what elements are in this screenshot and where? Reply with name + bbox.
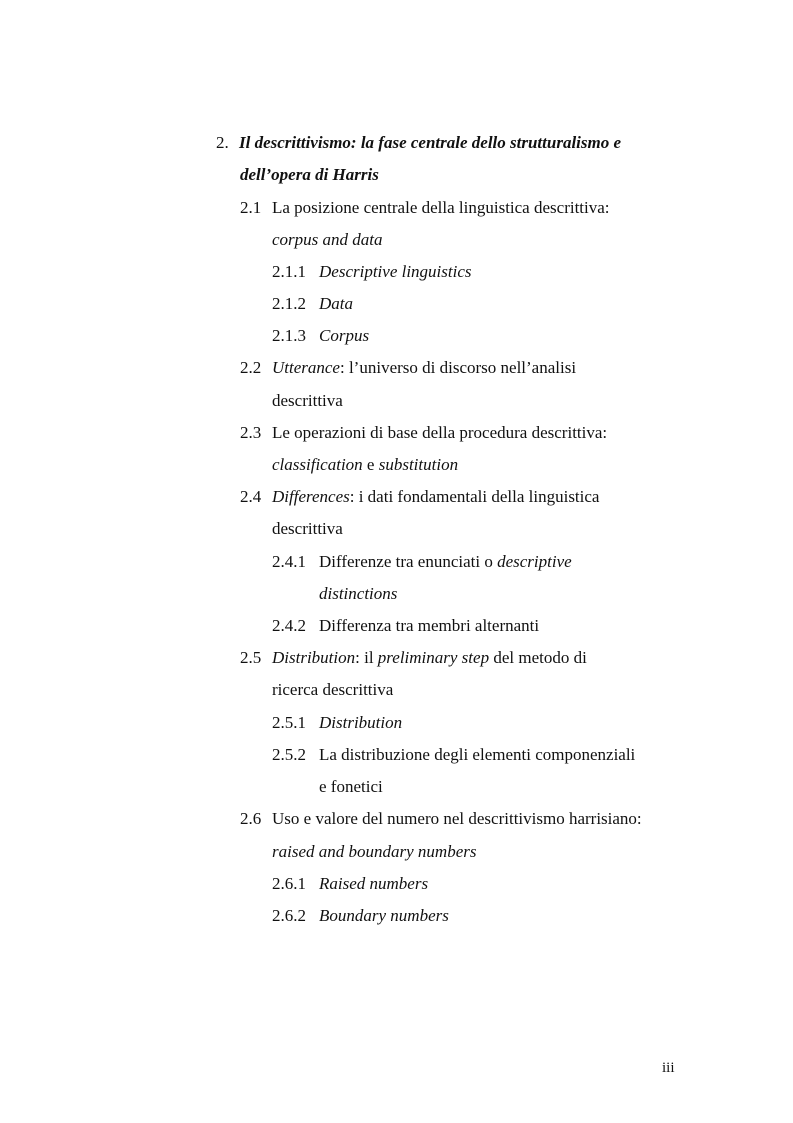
toc-title xyxy=(272,357,576,379)
toc-entry-2-4-2 xyxy=(272,615,540,637)
toc-title: Uso e valore del numero nel descrittivismo harrisiano: xyxy=(272,809,642,828)
toc-entry-2-1-2 xyxy=(272,293,353,315)
toc-number: 2.5.1 xyxy=(272,713,306,732)
toc-number: 2.6.2 xyxy=(272,906,306,925)
toc-title-italic: Utterance xyxy=(272,358,340,377)
chapter-heading xyxy=(216,132,621,154)
toc-entry-2-5-2 xyxy=(272,744,636,766)
toc-entry-2-1-3 xyxy=(272,325,370,347)
toc-title: La distribuzione degli elementi componenziali xyxy=(319,745,636,764)
toc-title: Le operazioni di base della procedura descrittiva: xyxy=(272,423,608,442)
toc-number: 2.4.2 xyxy=(272,616,306,635)
toc-title: Boundary numbers xyxy=(319,906,449,925)
toc-entry-2-6-2 xyxy=(272,905,449,927)
toc-title-cont: ricerca descrittiva xyxy=(272,680,394,699)
toc-number: 2.1.1 xyxy=(272,262,306,281)
toc-title-cont: descrittiva xyxy=(272,391,343,410)
toc-title: Differenza tra membri alternanti xyxy=(319,616,540,635)
toc-entry-2-4-1 xyxy=(272,551,572,573)
toc-entry-2-2 xyxy=(240,357,577,379)
chapter-number: 2. xyxy=(216,133,229,152)
toc-title: Corpus xyxy=(319,326,370,345)
toc-entry-2-5 xyxy=(240,647,587,669)
toc-title: Distribution xyxy=(319,713,403,732)
toc-number: 2.4 xyxy=(240,487,262,506)
toc-title: Raised numbers xyxy=(319,874,429,893)
page-number: iii xyxy=(662,1060,675,1076)
toc-title-italic: Differences xyxy=(272,487,350,506)
toc-title-italic: preliminary step xyxy=(377,648,490,667)
toc-number: 2.5.2 xyxy=(272,745,306,764)
chapter-title: Il descrittivismo: la fase centrale dello strutturalismo e xyxy=(239,133,622,152)
toc-entry-2-1 xyxy=(240,197,610,219)
toc-title: Data xyxy=(319,294,353,313)
toc-title-rest: : l’universo di discorso nell’analisi xyxy=(339,358,577,377)
toc-entry-2-5-1 xyxy=(272,712,403,734)
chapter-title-cont: dell’opera di Harris xyxy=(240,165,379,184)
toc-title-text: del metodo di xyxy=(489,648,587,667)
toc-entry-2-6 xyxy=(240,808,642,830)
toc-title-cont: distinctions xyxy=(319,584,398,603)
toc-entry-2-1-1 xyxy=(272,261,472,283)
toc-title xyxy=(319,551,572,573)
toc-title-conj: e xyxy=(362,455,379,474)
toc-title-cont: e fonetici xyxy=(319,777,383,796)
toc-entry-2-4 xyxy=(240,486,600,508)
toc-title-cont xyxy=(272,454,458,476)
toc-title-text: : il xyxy=(355,648,378,667)
toc-entry-2-6-1 xyxy=(272,873,429,895)
toc-number: 2.1.3 xyxy=(272,326,306,345)
toc-title-cont: descrittiva xyxy=(272,519,343,538)
toc-number: 2.5 xyxy=(240,648,262,667)
toc-title-cont: raised and boundary numbers xyxy=(272,842,477,861)
toc-entry-2-3 xyxy=(240,422,608,444)
toc-title: Descriptive linguistics xyxy=(319,262,472,281)
toc-number: 2.1 xyxy=(240,198,262,217)
toc-title-rest: : i dati fondamentali della linguistica xyxy=(349,487,600,506)
toc-title-italic: classification xyxy=(272,455,363,474)
toc-title-italic: substitution xyxy=(378,455,459,474)
toc-number: 2.1.2 xyxy=(272,294,306,313)
toc-number: 2.3 xyxy=(240,423,262,442)
toc-number: 2.6 xyxy=(240,809,262,828)
toc-title-italic: descriptive xyxy=(497,552,572,571)
toc-number: 2.4.1 xyxy=(272,552,306,571)
toc-title-text: Differenze tra enunciati o xyxy=(319,552,498,571)
toc-number: 2.6.1 xyxy=(272,874,306,893)
toc-number: 2.2 xyxy=(240,358,262,377)
toc-title-cont: corpus and data xyxy=(272,230,383,249)
toc-title-italic: Distribution xyxy=(272,648,356,667)
toc-title xyxy=(272,647,587,669)
toc-title xyxy=(272,486,599,508)
toc-title: La posizione centrale della linguistica descrittiva: xyxy=(272,198,610,217)
